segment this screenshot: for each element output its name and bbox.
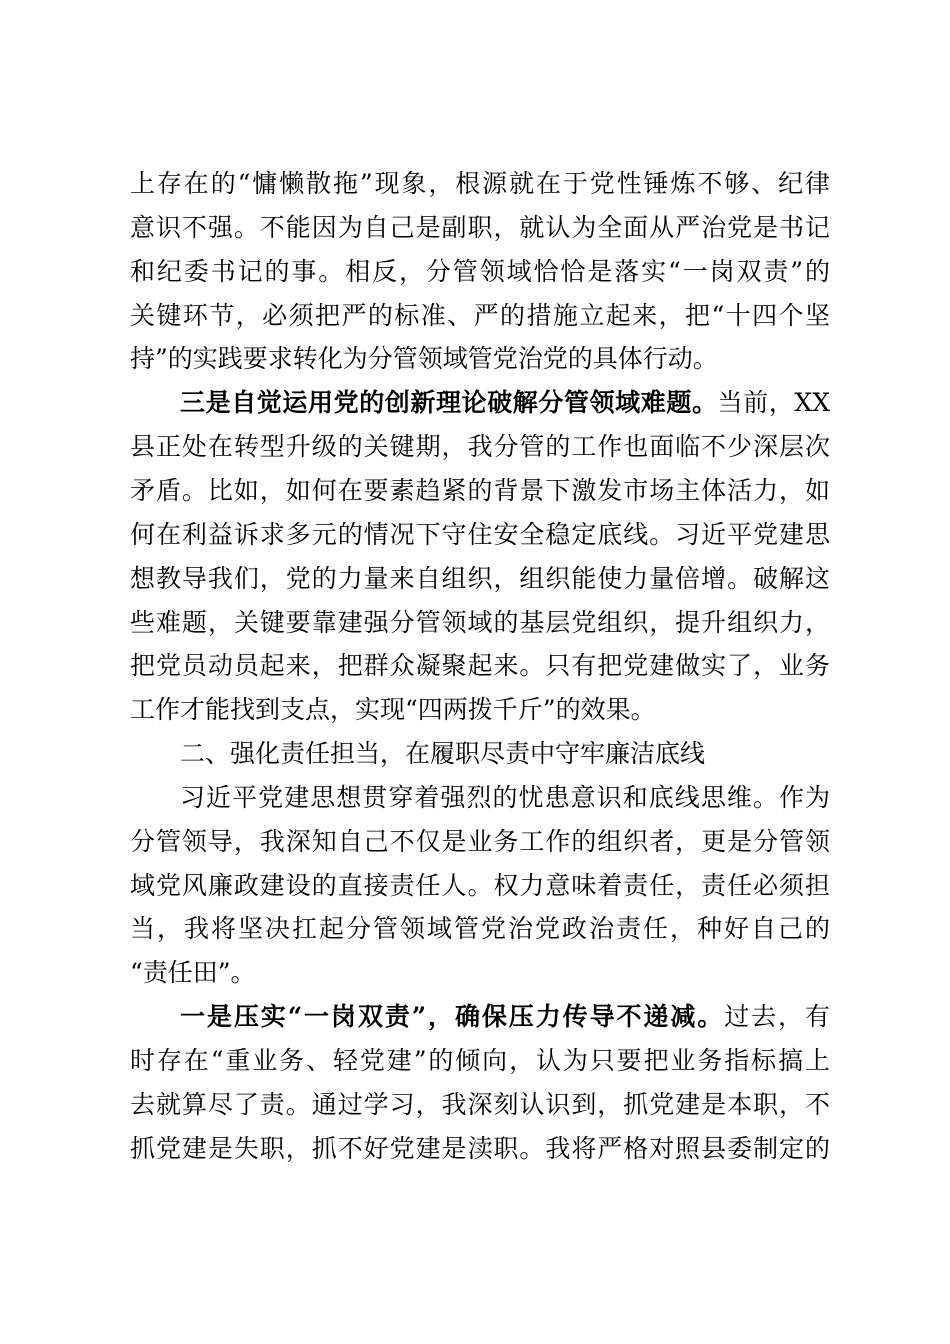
text-line: 关键环节，必须把严的标准、严的措施立起来，把“十四个坚 bbox=[130, 301, 830, 330]
text-line: 当，我将坚决扛起分管领域管党治党政治责任，种好自己的 bbox=[130, 914, 830, 943]
text-line: 域党风廉政建设的直接责任人。权力意味着责任，责任必须担 bbox=[130, 871, 830, 900]
paragraph-lead-bold: 一是压实“一岗双责”，确保压力传导不递减。 bbox=[180, 1002, 725, 1031]
text-line: 分管领导，我深知自己不仅是业务工作的组织者，更是分管领 bbox=[130, 827, 830, 856]
text-line: 时存在“重业务、轻党建”的倾向，认为只要把业务指标搞上 bbox=[130, 1046, 830, 1075]
paragraph-lead-bold: 三是自觉运用党的创新理论破解分管领域难题。 bbox=[180, 388, 718, 417]
text-line: 意识不强。不能因为自己是副职，就认为全面从严治党是书记 bbox=[130, 213, 830, 242]
section-heading: 二、强化责任担当，在履职尽责中守牢廉洁底线 bbox=[180, 739, 706, 768]
text-line: 矛盾。比如，如何在要素趋紧的背景下激发市场主体活力，如 bbox=[130, 476, 830, 505]
text-line: 一是压实“一岗双责”，确保压力传导不递减。过去，有 bbox=[180, 1002, 830, 1031]
text-line: 抓党建是失职，抓不好党建是渎职。我将严格对照县委制定的 bbox=[130, 1134, 830, 1163]
text-line: 习近平党建思想贯穿着强烈的忧患意识和底线思维。作为 bbox=[180, 783, 830, 812]
text-line: 把党员动员起来，把群众凝聚起来。只有把党建做实了，业务 bbox=[130, 651, 830, 680]
text-line: 去就算尽了责。通过学习，我深刻认识到，抓党建是本职，不 bbox=[130, 1090, 830, 1119]
text-line: 何在利益诉求多元的情况下守住安全稳定底线。习近平党建思 bbox=[130, 520, 830, 549]
text-line: 持”的实践要求转化为分管领域管党治党的具体行动。 bbox=[130, 344, 718, 373]
text-line: 些难题，关键要靠建强分管领域的基层党组织，提升组织力， bbox=[130, 608, 830, 637]
text-line: 想教导我们，党的力量来自组织，组织能使力量倍增。破解这 bbox=[130, 564, 830, 593]
text-line: 上存在的“慵懒散拖”现象，根源就在于党性锤炼不够、纪律 bbox=[130, 169, 830, 198]
text-line: 和纪委书记的事。相反，分管领域恰恰是落实“一岗双责”的 bbox=[130, 257, 830, 286]
text-line: 工作才能找到支点，实现“四两拨千斤”的效果。 bbox=[130, 695, 656, 724]
text-line: “责任田”。 bbox=[130, 958, 256, 987]
text-line: 三是自觉运用党的创新理论破解分管领域难题。当前，XX bbox=[180, 388, 830, 417]
text-line: 县正处在转型升级的关键期，我分管的工作也面临不少深层次 bbox=[130, 432, 830, 461]
